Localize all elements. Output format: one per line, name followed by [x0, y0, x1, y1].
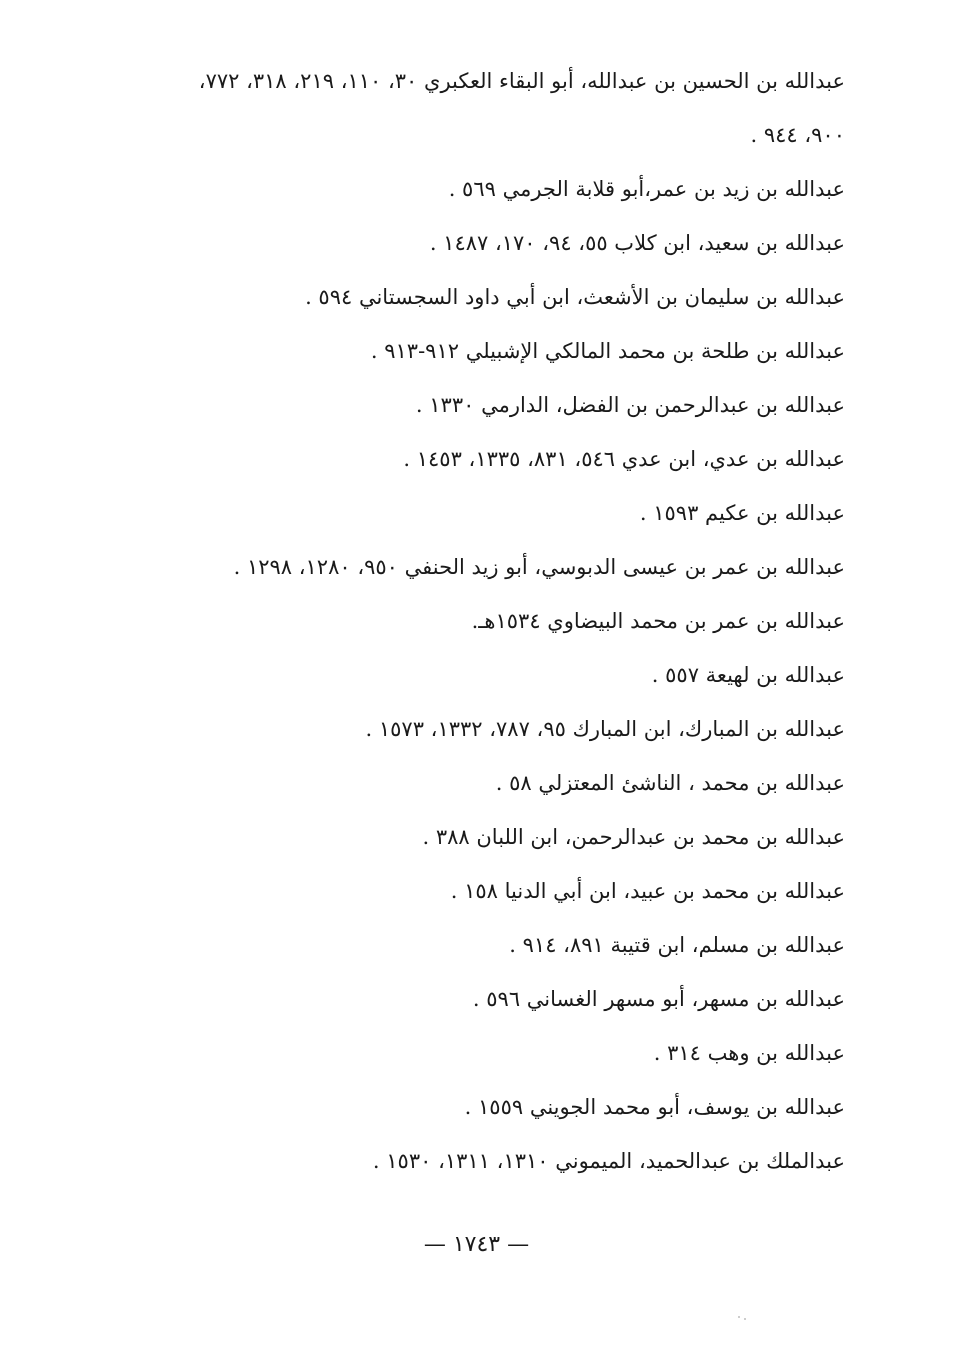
index-entry: عبدالله بن سليمان بن الأشعث، ابن أبي داود السجستاني ٥٩٤ . — [305, 285, 845, 309]
index-entry: عبدالله بن محمد بن عبيد، ابن أبي الدنيا ١٥٨ . — [450, 879, 845, 903]
index-entries-list — [115, 54, 845, 1188]
index-entry: عبدالله بن يوسف، أبو محمد الجويني ١٥٥٩ . — [464, 1095, 845, 1119]
index-entry: عبدالله بن وهب ٣١٤ . — [653, 1041, 845, 1065]
scan-speck — [738, 1316, 740, 1318]
index-entry: عبدالله بن الحسين بن عبدالله، أبو البقاء العكبري ٣٠، ١١٠، ٢١٩، ٣١٨، ٧٧٢، — [198, 69, 845, 93]
index-entry: عبدالله بن عدي، ابن عدي ٥٤٦، ٨٣١، ١٣٣٥، ١٤٥٣ . — [403, 447, 845, 471]
index-entry: عبدالله بن مسهر، أبو مسهر الغساني ٥٩٦ . — [472, 987, 845, 1011]
index-entry: عبدالله بن طلحة بن محمد المالكي الإشبيلي ٩١٢-٩١٣ . — [370, 339, 845, 363]
index-entry: عبدالله بن عمر بن محمد البيضاوي ١٥٣٤هـ. — [471, 609, 845, 633]
index-entry: عبدالله بن مسلم، ابن قتيبة ٨٩١، ٩١٤ . — [509, 933, 845, 957]
index-entry: عبدالملك بن عبدالحميد، الميموني ١٣١٠، ١٣١١، ١٥٣٠ . — [372, 1149, 845, 1173]
index-entry: عبدالله بن عبدالرحمن بن الفضل، الدارمي ١٣٣٠ . — [415, 393, 845, 417]
index-entry: عبدالله بن لهيعة ٥٥٧ . — [651, 663, 845, 687]
index-entry-continuation: ٩٠٠، ٩٤٤ . — [750, 123, 845, 147]
index-entry: عبدالله بن سعيد، ابن كلاب ٥٥، ٩٤، ١٧٠، ١٤٨٧ . — [429, 231, 845, 255]
index-entry: عبدالله بن المبارك، ابن المبارك ٩٥، ٧٨٧، ١٣٣٢، ١٥٧٣ . — [365, 717, 845, 741]
index-entry: عبدالله بن زيد بن عمر،أبو قلابة الجرمي ٥٦٩ . — [448, 177, 845, 201]
scan-speck — [744, 1318, 746, 1320]
index-entry: عبدالله بن عكيم ١٥٩٣ . — [639, 501, 845, 525]
index-entry: عبدالله بن عمر بن عيسى الدبوسي، أبو زيد الحنفي ٩٥٠، ١٢٨٠، ١٢٩٨ . — [233, 555, 845, 579]
page-number: — ١٧٤٣ — — [423, 1232, 530, 1257]
index-entry: عبدالله بن محمد بن عبدالرحمن، ابن اللبان ٣٨٨ . — [422, 825, 845, 849]
index-entry: عبدالله بن محمد ، الناشئ المعتزلي ٥٨ . — [495, 771, 845, 795]
